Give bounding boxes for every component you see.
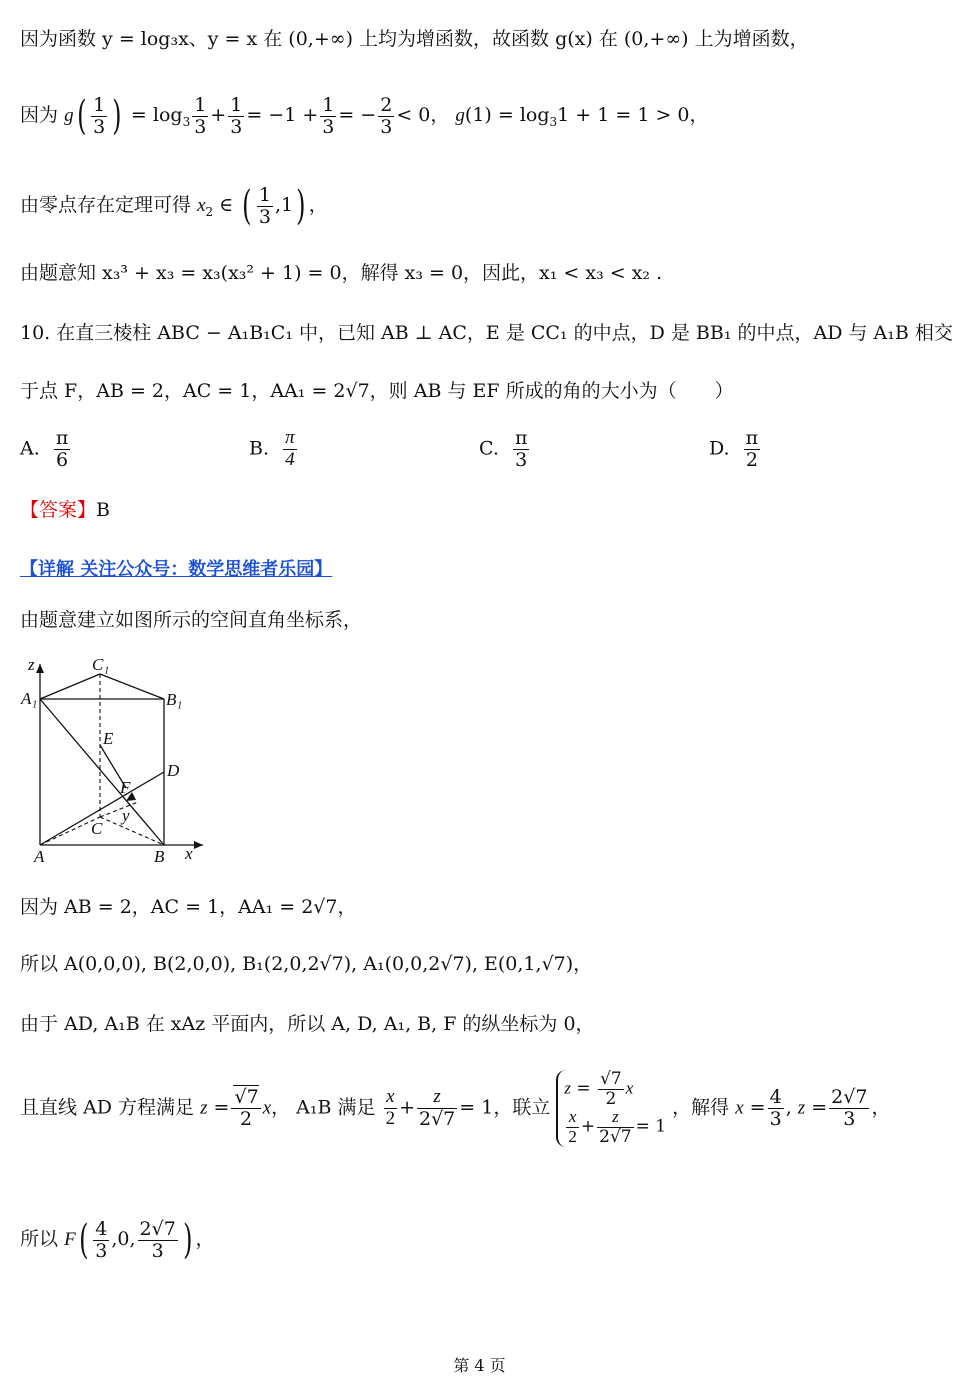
question-10-line-1: 10. 在直三棱柱 ABC − A₁B₁C₁ 中，已知 AB ⊥ AC，E 是 CC₁ 的中点，D 是 BB₁ 的中点，AD 与 A₁B 相交 [20, 322, 953, 344]
detail-heading: 【详解 关注公众号：数学思维者乐园】 [20, 559, 333, 580]
text-line-4: 由题意知 x₃³ + x₃ = x₃(x₃² + 1) = 0，解得 x₃ = 0，因此，x₁ < x₃ < x₂ . [20, 262, 663, 284]
answer-tag: 【答案】 [20, 499, 97, 521]
step-3: 所以 A(0,0,0), B(2,0,0), B₁(2,0,2√7), A₁(0,0,2√7), E(0,1,√7)， [20, 953, 593, 975]
answer-line [20, 499, 110, 522]
step-5: 且直线 AD 方程满足 z = $\frac{√7}{2}$ x， A₁B 满足 $\frac{x}{2}$ + $\frac{z}{2√7}$ = 1，联立 z = $\frac{√7}{2}$ x $\frac{x}{2}$ + $\frac{z}{2√7}$ = 1 ，解得 x = $\frac{4}{3}$ , z = $\frac{2√7}{3}$ ， [20, 1069, 891, 1148]
label-a1: A₁ [21, 689, 38, 708]
x-axis-arrow [194, 841, 203, 849]
option-d: D. $\frac{\pi}{2}$ [709, 427, 759, 471]
label-f: F [120, 778, 131, 797]
option-c: C. $\frac{\pi}{3}$ [479, 427, 528, 471]
label-c1: C₁ [92, 655, 110, 674]
line2-tail: ， [689, 104, 709, 126]
step-1: 由题意建立如图所示的空间直角坐标系， [20, 609, 363, 631]
line2-prefix: 因为 [20, 104, 59, 126]
step-6: 所以 F( $\frac{4}{3}$ ,0, $\frac{2√7}{3}$ ) ， [20, 1217, 215, 1263]
z-axis-arrow [36, 664, 44, 673]
prism-figure [18, 652, 208, 867]
edge-c1b1 [100, 674, 164, 699]
label-a: A [34, 847, 45, 866]
option-b: B. $\frac{\pi}{4}$ [249, 427, 295, 470]
text-line-3: 由零点存在定理可得 $x_2$ ∈ ( $\frac{1}{3}$ ,1) ， [20, 183, 328, 229]
line3-prefix: 由零点存在定理可得 [20, 194, 192, 216]
label-c: C [91, 819, 103, 838]
page-number: 第 4 页 [453, 1356, 506, 1375]
label-y: y [122, 806, 130, 825]
label-x: x [185, 844, 193, 863]
option-a: A. $\frac{\pi}{6}$ [20, 427, 69, 471]
label-b1: B₁ [166, 690, 183, 709]
edge-a1c1 [40, 674, 100, 699]
label-d: D [167, 761, 180, 780]
edge-cb [100, 817, 164, 845]
step-2: 因为 AB = 2，AC = 1，AA₁ = 2√7， [20, 896, 357, 918]
text-line-1: 因为函数 y = log₃x、y = x 在 (0,+∞) 上均为增函数，故函数 g(x) 在 (0,+∞) 上为增函数， [20, 28, 809, 50]
label-e: E [103, 729, 114, 748]
text-line-2: 因为 g( $\frac{1}{3}$ ) = $\log_3$ $\frac{1}{3}$ + $\frac{1}{3}$ = −1 + $\frac{1}{3}$ = − $\frac{2}{3}$ < 0， $g(1) = \log_31 + 1 = 1 > 0$， [20, 93, 709, 139]
answer-value: B [96, 499, 110, 521]
y-axis [100, 802, 138, 817]
step-4: 由于 AD, A₁B 在 xAz 平面内，所以 A, D, A₁, B, F 的纵坐标为 0， [20, 1013, 595, 1035]
question-10-line-2: 于点 F，AB = 2，AC = 1，AA₁ = 2√7，则 AB 与 EF 所成的角的大小为（ ） [20, 380, 734, 402]
label-b: B [154, 847, 165, 866]
label-z: z [28, 655, 35, 674]
